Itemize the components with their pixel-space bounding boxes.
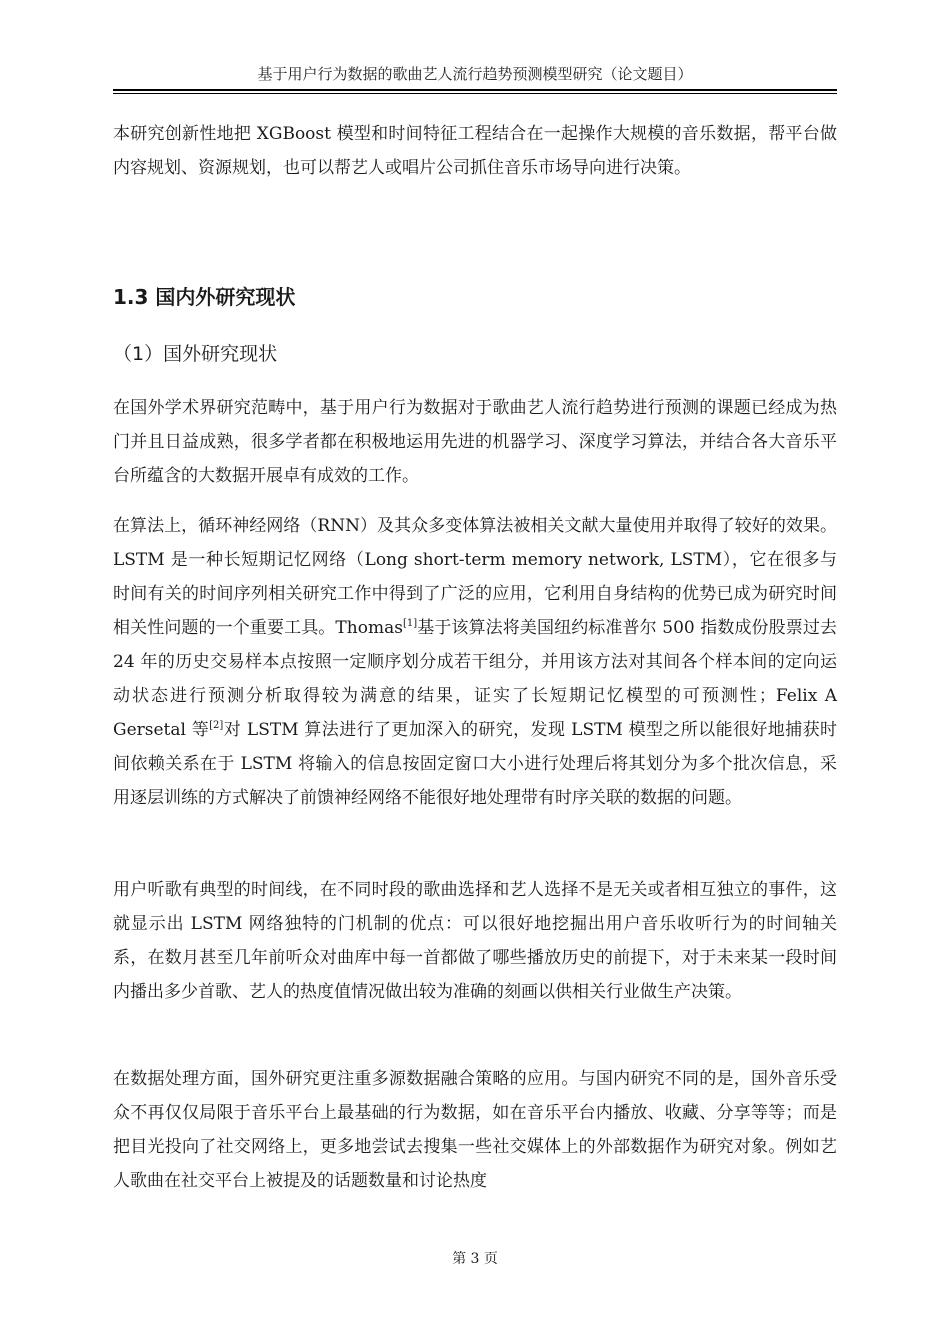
paragraph-algorithms-part-a: 在算法上，循环神经网络（RNN）及其众多变体算法被相关文献大量使用并取得了较好的效果。LSTM 是一种长短期记忆网络（Long short-term memory network, LSTM），它在很多与时间有关的时间序列相关研究工作中得到了广泛的应用，它利用自身结构的优势已成为研究时间相关性问题的一个重要工具。Thomas	[113, 516, 837, 638]
paragraph-foreign-overview: 在国外学术界研究范畴中，基于用户行为数据对于歌曲艺人流行趋势进行预测的课题已经成为热门并且日益成熟，很多学者都在积极地运用先进的机器学习、深度学习算法，并结合各大音乐平台所蕴含的大数据开展卓有成效的工作。	[113, 398, 837, 486]
page-header-title: 基于用户行为数据的歌曲艺人流行趋势预测模型研究（论文题目）	[257, 65, 693, 83]
paragraph-algorithms	[113, 509, 837, 815]
citation-ref-2: [2]	[209, 720, 224, 731]
intro-paragraph: 本研究创新性地把 XGBoost 模型和时间特征工程结合在一起操作大规模的音乐数据，帮平台做内容规划、资源规划，也可以帮艺人或唱片公司抓住音乐市场导向进行决策。	[113, 124, 837, 178]
paragraph-algorithms-part-c: 对 LSTM 算法进行了更加深入的研究，发现 LSTM 模型之所以能很好地捕获时间依赖关系在于 LSTM 将输入的信息按固定窗口大小进行处理后将其划分为多个批次信息，采用逐层训练的方式解决了前馈神经网络不能很好地处理带有时序关联的数据的问题。	[113, 720, 837, 808]
citation-ref-1: [1]	[402, 618, 418, 629]
section-heading: 1.3 国内外研究现状	[113, 285, 296, 309]
header-rule-thick	[113, 89, 837, 91]
paragraph-user-timeline: 用户听歌有典型的时间线，在不同时段的歌曲选择和艺人选择不是无关或者相互独立的事件，这就显示出 LSTM 网络独特的门机制的优点：可以很好地挖掘出用户音乐收听行为的时间轴关系，在数月甚至几年前听众对曲库中每一首都做了哪些播放历史的前提下，对于未来某一段时间内播出多少首歌、艺人的热度值情况做出较为准确的刻画以供相关行业做生产决策。	[113, 880, 837, 1002]
subsection-heading: （1）国外研究现状	[113, 343, 278, 365]
header-rule-thin	[113, 93, 837, 94]
paragraph-algorithms-part-b: 基于该算法将美国纽约标准普尔 500 指数成份股票过去 24 年的历史交易样本点按照一定顺序划分成若干组分，并用该方法对其间各个样本间的定向运动状态进行预测分析取得较为满意的结果，证实了长短期记忆模型的可预测性；Felix A Gersetal 等	[113, 618, 837, 740]
paragraph-data-processing: 在数据处理方面，国外研究更注重多源数据融合策略的应用。与国内研究不同的是，国外音乐受众不再仅仅局限于音乐平台上最基础的行为数据，如在音乐平台内播放、收藏、分享等等；而是把目光投向了社交网络上，更多地尝试去搜集一些社交媒体上的外部数据作为研究对象。例如艺人歌曲在社交平台上被提及的话题数量和讨论热度	[113, 1069, 837, 1191]
page-number: 第 3 页	[452, 1251, 498, 1267]
